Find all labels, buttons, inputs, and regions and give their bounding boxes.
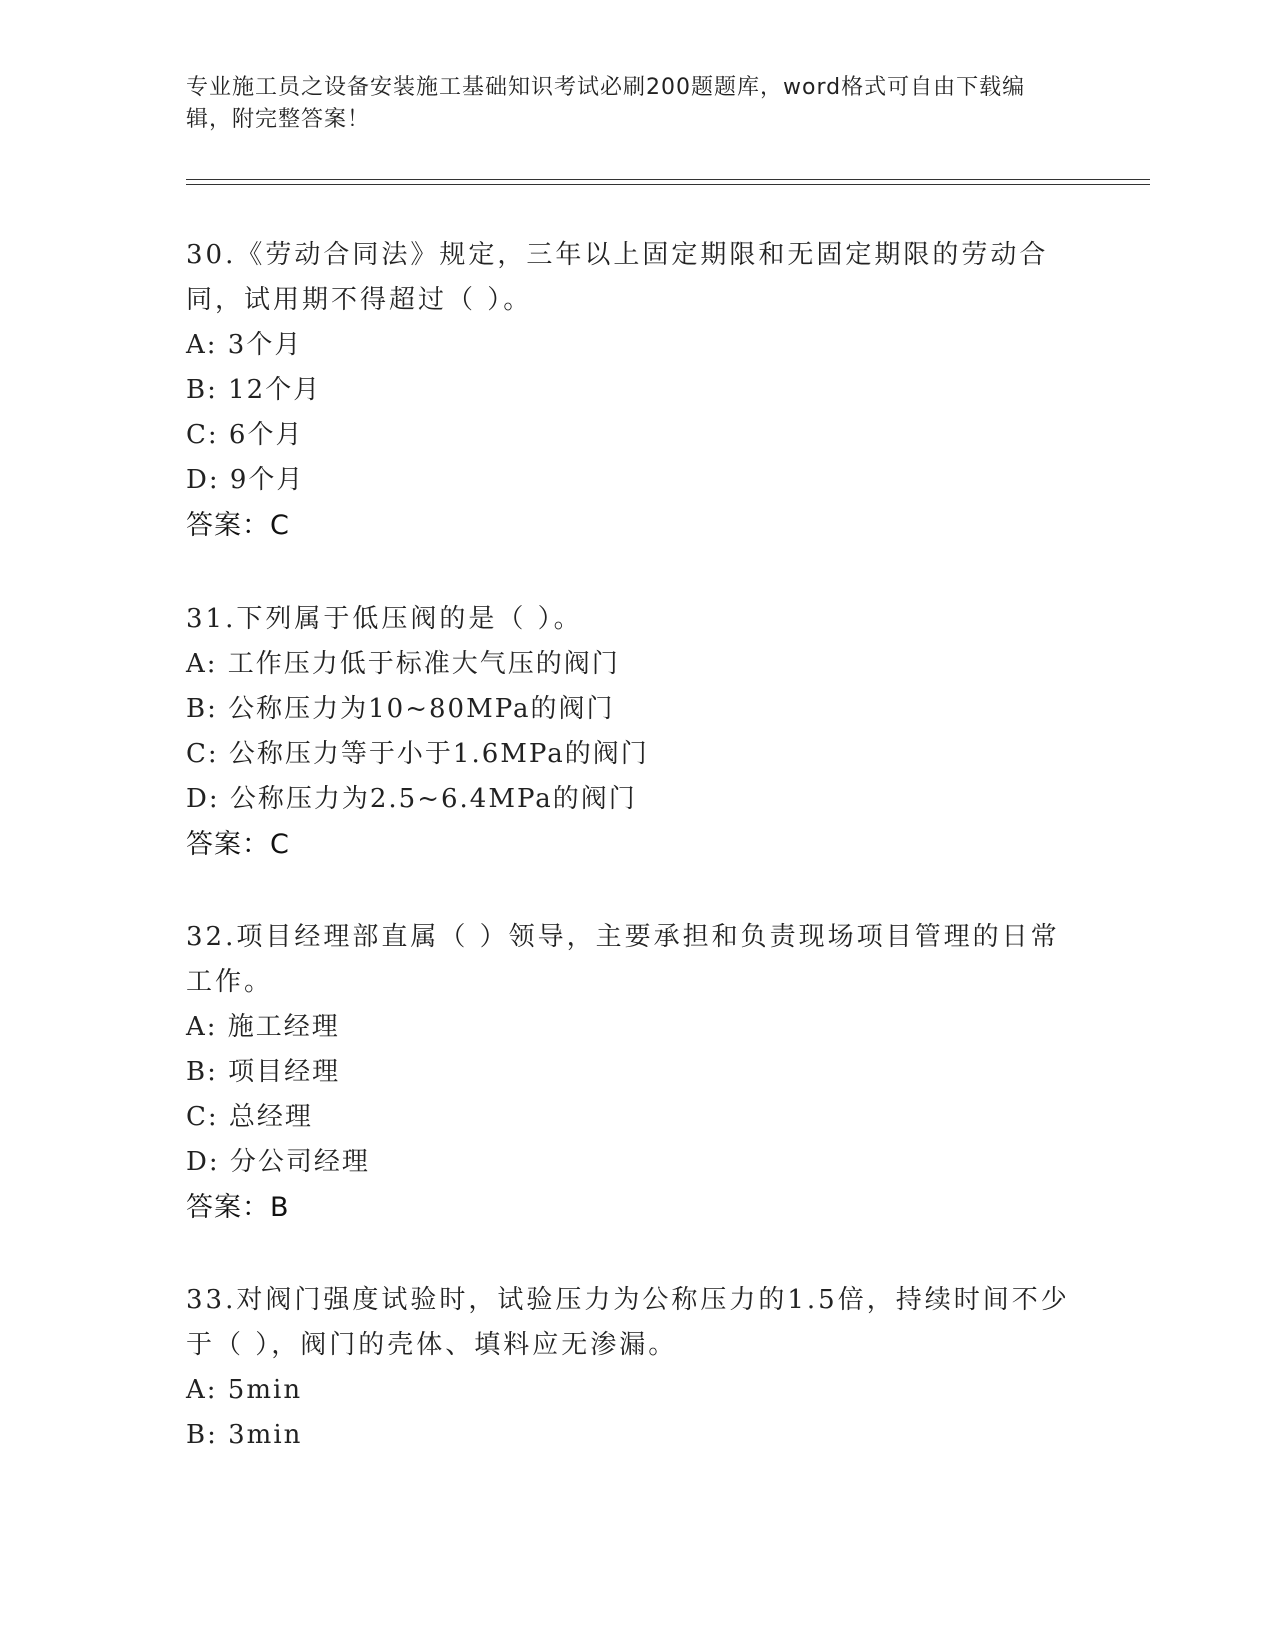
- document-header: 专业施工员之设备安装施工基础知识考试必刷200题题库，word格式可自由下载编辑，附完整答案！: [186, 75, 1026, 132]
- answer-line: 答案：B: [186, 1192, 290, 1223]
- answer-line: 答案：C: [186, 510, 290, 541]
- option-d: D: 分公司经理: [186, 1147, 370, 1177]
- question-block: [186, 1278, 1086, 1458]
- header-divider-top: [186, 179, 1150, 180]
- question-stem: 31.下列属于低压阀的是（ ）。: [186, 604, 583, 634]
- header-divider-bottom: [186, 184, 1150, 185]
- option-b: B: 公称压力为10~80MPa的阀门: [186, 694, 615, 724]
- question-block: [186, 233, 1086, 548]
- option-d: D: 9个月: [186, 465, 305, 495]
- answer-line: 答案：C: [186, 829, 290, 860]
- option-c: C: 总经理: [186, 1102, 313, 1132]
- option-a: A: 施工经理: [186, 1012, 340, 1042]
- option-b: B: 项目经理: [186, 1057, 341, 1087]
- option-c: C: 6个月: [186, 420, 304, 450]
- option-b: B: 12个月: [186, 375, 322, 405]
- option-c: C: 公称压力等于小于1.6MPa的阀门: [186, 739, 649, 769]
- option-a: A: 工作压力低于标准大气压的阀门: [186, 649, 620, 679]
- question-stem: 32.项目经理部直属（ ）领导，主要承担和负责现场项目管理的日常工作。: [186, 922, 1060, 997]
- option-b: B: 3min: [186, 1420, 303, 1450]
- option-a: A: 3个月: [186, 330, 303, 360]
- question-block: [186, 915, 1086, 1230]
- question-block: [186, 597, 1086, 867]
- question-stem: 30.《劳动合同法》规定，三年以上固定期限和无固定期限的劳动合同，试用期不得超过（ ）。: [186, 240, 1049, 315]
- question-stem: 33.对阀门强度试验时，试验压力为公称压力的1.5倍，持续时间不少于（ ），阀门的壳体、填料应无渗漏。: [186, 1285, 1070, 1360]
- option-a: A: 5min: [186, 1375, 303, 1405]
- option-d: D: 公称压力为2.5~6.4MPa的阀门: [186, 784, 637, 814]
